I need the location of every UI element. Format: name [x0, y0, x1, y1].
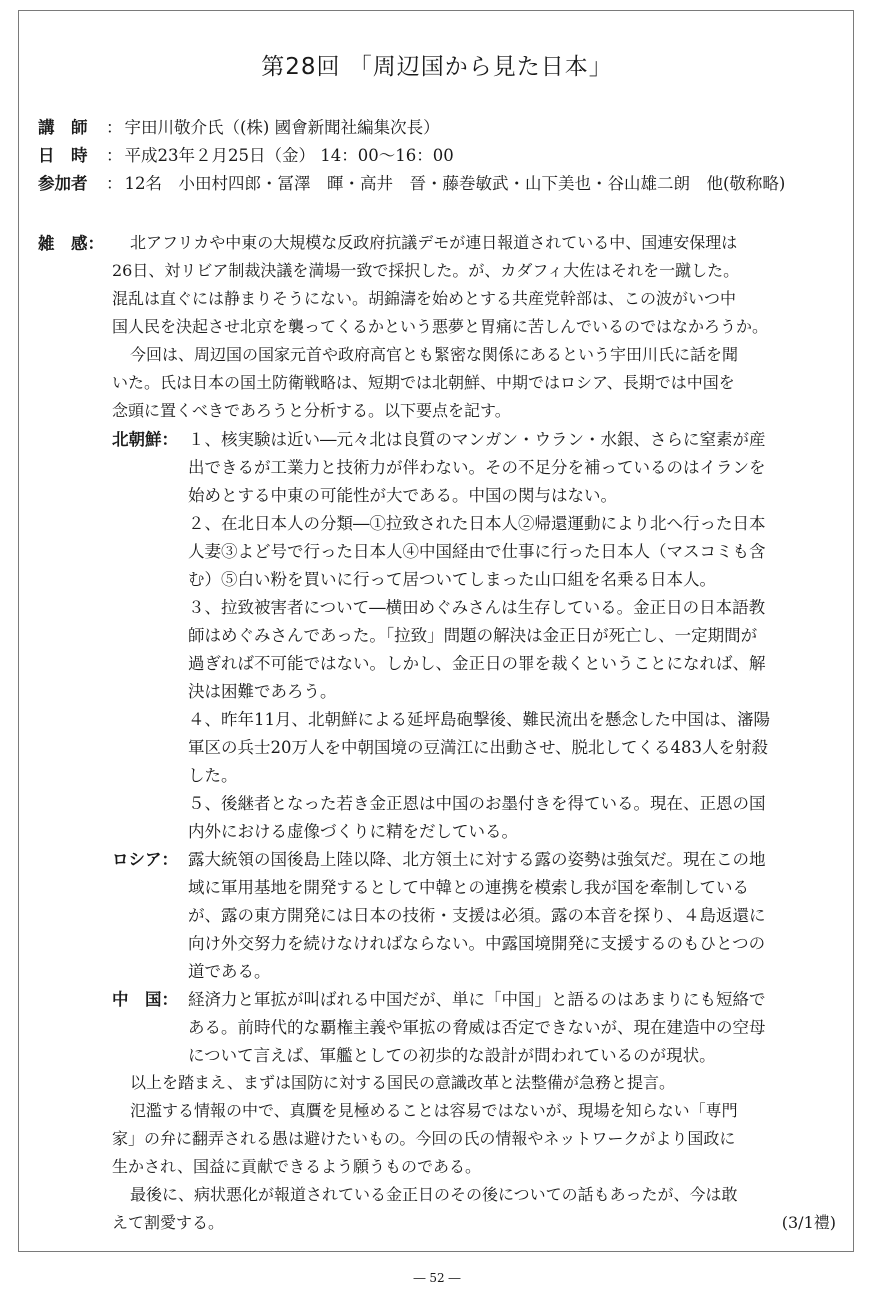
body-line: 北アフリカや中東の大規模な反政府抗議デモが連日報道されている中、国連安保理は	[130, 233, 738, 252]
nk-line: 師はめぐみさんであった。「拉致」問題の解決は金正日が死亡し、一定期間が	[188, 626, 758, 645]
body-line: 混乱は直ぐには静まりそうにない。胡錦濤を始めとする共産党幹部は、この波がいつ中	[112, 289, 737, 308]
closing-line: 以上を踏まえ、まずは国防に対する国民の意識改革と法整備が急務と提言。	[130, 1073, 675, 1092]
russia-line: が、露の東方開発には日本の技術・支援は必須。露の本音を探り、４島返還に	[188, 906, 766, 925]
datetime-row: 日 時 ： 平成23年２月25日（金） 14：00〜16：00	[38, 142, 454, 166]
page-title: 第28回 「周辺国から見た日本」	[261, 54, 613, 80]
datetime-label: 日 時	[38, 146, 88, 165]
nk-line: ４、昨年11月、北朝鮮による延坪島砲撃後、難民流出を懸念した中国は、瀋陽	[188, 710, 770, 729]
russia-label: ロシア：	[112, 850, 178, 869]
nk-line: 人妻③よど号で行った日本人④中国経由で仕事に行った日本人（マスコミも含	[188, 542, 766, 561]
nk-line: 始めとする中東の可能性が大である。中国の関与はない。	[188, 486, 617, 505]
russia-line: 露大統領の国後島上陸以降、北方領土に対する露の姿勢は強気だ。現在この地	[188, 850, 766, 869]
nk-line: 出できるが工業力と技術力が伴わない。その不足分を補っているのはイランを	[188, 458, 766, 477]
nk-line: ２、在北日本人の分類―①拉致された日本人②帰還運動により北へ行った日本	[188, 514, 766, 533]
participants-value: 12名 小田村四郎・冨澤 暉・高井 晉・藤巻敏武・山下美也・谷山雄二朗 他(敬称略)	[124, 174, 786, 193]
nk-line: 過ぎれば不可能ではない。しかし、金正日の罪を裁くということになれば、解	[188, 654, 766, 673]
nk-line: ３、拉致被害者について―横田めぐみさんは生存している。金正日の日本語教	[188, 598, 766, 617]
body-line: 26日、対リビア制裁決議を満場一致で採択した。が、カダフィ大佐はそれを一蹴した。	[112, 261, 740, 280]
closing-line: 最後に、病状悪化が報道されている金正日のその後についての話もあったが、今は敢	[130, 1185, 738, 1204]
participants-label: 参加者	[38, 174, 88, 193]
russia-line: 域に軍用基地を開発するとして中韓との連携を模索し我が国を牽制している	[188, 878, 749, 897]
closing-line: 氾濫する情報の中で、真贋を見極めることは容易ではないが、現場を知らない「専門	[130, 1101, 738, 1120]
body-line: 国人民を決起させ北京を襲ってくるかという悪夢と胃痛に苦しんでいるのではなかろうか。	[112, 317, 769, 336]
closing-line: 家」の弁に翻弄される愚は避けたいもの。今回の氏の情報やネットワークがより国政に	[112, 1129, 736, 1148]
body-line: いた。氏は日本の国土防衛戦略は、短期では北朝鮮、中期ではロシア、長期では中国を	[112, 373, 735, 392]
datetime-value: 平成23年２月25日（金） 14：00〜16：00	[124, 146, 454, 165]
north-korea-label: 北朝鮮：	[112, 430, 178, 449]
nk-line: む）⑤白い粉を買いに行って居ついてしまった山口組を名乗る日本人。	[188, 570, 716, 589]
china-line: ある。前時代的な覇権主義や軍拡の脅威は否定できないが、現在建造中の空母	[188, 1018, 766, 1037]
china-line: について言えば、軍艦としての初歩的な設計が問われているのが現状。	[188, 1046, 716, 1065]
china-label: 中 国：	[112, 990, 178, 1009]
nk-line: 軍区の兵士20万人を中朝国境の豆満江に出動させ、脱北してくる483人を射殺	[188, 738, 768, 757]
body-line: 念頭に置くべきであろうと分析する。以下要点を記す。	[112, 401, 511, 420]
russia-line: 向け外交努力を続けなければならない。中露国境開発に支援するのもひとつの	[188, 934, 766, 953]
china-line: 経済力と軍拡が叫ばれる中国だが、単に「中国」と語るのはあまりにも短絡で	[188, 990, 766, 1009]
body-line: 今回は、周辺国の国家元首や政府高官とも緊密な関係にあるという宇田川氏に話を聞	[130, 345, 739, 364]
signature: (3/1禮)	[781, 1213, 836, 1232]
lecturer-label: 講 師	[38, 118, 88, 137]
closing-line: 生かされ、国益に貢献できるよう願うものである。	[112, 1157, 481, 1176]
lecturer-row: 講 師 ： 宇田川敬介氏（(株) 國會新聞社編集次長）	[38, 114, 440, 138]
nk-line: 決は困難であろう。	[188, 682, 337, 701]
nk-line: ５、後継者となった若き金正恩は中国のお墨付きを得ている。現在、正恩の国	[188, 794, 766, 813]
nk-line: した。	[188, 766, 238, 785]
nk-line: 内外における虚像づくりに精をだしている。	[188, 822, 518, 841]
participants-row: 参加者 ： 12名 小田村四郎・冨澤 暉・高井 晉・藤巻敏武・山下美也・谷山雄二朗 他(敬称略)	[38, 170, 785, 194]
lecturer-value: 宇田川敬介氏（(株) 國會新聞社編集次長）	[124, 118, 440, 137]
page-number: ― 52 ―	[413, 1271, 461, 1285]
nk-line: １、核実験は近い―元々北は良質のマンガン・ウラン・水銀、さらに窒素が産	[188, 430, 766, 449]
russia-line: 道である。	[188, 962, 271, 981]
closing-line: えて割愛する。	[112, 1213, 225, 1232]
impressions-label: 雑 感：	[38, 234, 104, 253]
